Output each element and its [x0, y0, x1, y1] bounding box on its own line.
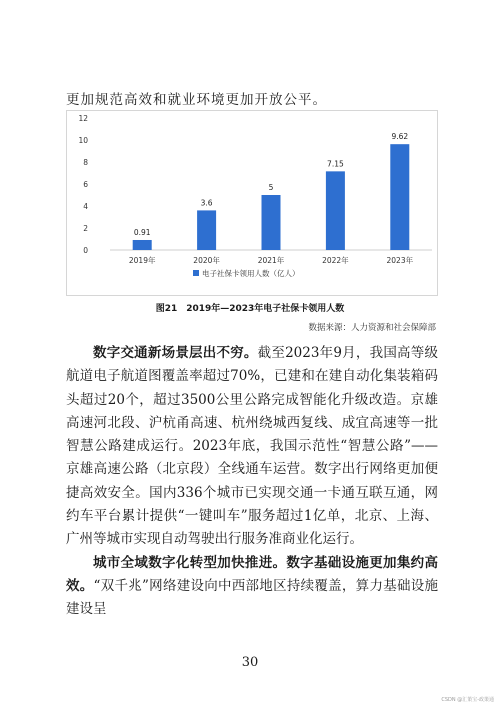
- y-tick-label: 8: [83, 158, 88, 167]
- data-label: 3.6: [200, 198, 213, 208]
- bar-chart: [0, 0, 500, 300]
- paragraph-body: “双千兆”网络建设向中西部地区持续覆盖，算力基础设施建设呈: [66, 577, 439, 618]
- y-tick-label: 10: [78, 136, 88, 145]
- legend-label: 电子社保卡领用人数（亿人）: [202, 269, 300, 278]
- y-tick-label: 0: [83, 246, 88, 255]
- bar-2021年: [262, 195, 281, 250]
- legend-swatch: [193, 270, 199, 276]
- y-tick-label: 2: [83, 224, 88, 233]
- y-tick-label: 12: [78, 114, 88, 123]
- bar-2019年: [133, 240, 152, 250]
- x-tick-label: 2023年: [386, 256, 414, 265]
- data-source: 数据来源：人力资源和社会保障部: [308, 323, 436, 333]
- bar-2020年: [197, 210, 216, 250]
- paragraph-digital-transport: [66, 342, 438, 552]
- x-tick-label: 2022年: [322, 256, 349, 265]
- x-tick-label: 2020年: [193, 256, 220, 265]
- data-label: 5: [268, 183, 274, 192]
- page-number: 30: [241, 655, 259, 670]
- data-label: 9.62: [391, 132, 409, 142]
- data-label: 7.15: [327, 159, 344, 169]
- x-tick-label: 2021年: [257, 256, 285, 265]
- top-text-line: 更加规范高效和就业环境更加开放公平。: [66, 92, 327, 108]
- paragraph-heading: 城市全域数字化转型加快推进。数字基础设施更加集约高效。: [66, 554, 438, 594]
- paragraph-city-digital: [66, 552, 438, 622]
- body-text: [66, 342, 438, 622]
- paragraph-body: 截至2023年9月，我国高等级航道电子航道图覆盖率超过70%，已建和在建自动化集装箱码头超过20个，超过3500公里公路完成智能化升级改造。京雄高速河北段、沪杭甬高速、杭州绕城西复线、成宜高速等一批智慧公路建成运行。2023年底，我国示范性“智慧公路”——京雄高速公路（北京段）全线通车运营。数字出行网络更加便捷高效安全。国内336个城市已实现交通一卡通互联互通，网约车平台累计提供“一键叫车”服务超过1亿单，北京、上海、广州等城市实现自动驾驶出行服务准商业化运行。: [66, 345, 438, 548]
- y-tick-label: 6: [83, 180, 88, 189]
- figure-caption: 图21 2019年—2023年电子社保卡领用人数: [155, 304, 345, 314]
- bar-2023年: [390, 144, 409, 250]
- bar-2022年: [326, 171, 345, 250]
- watermark: CSDN @汇策宝-政策通: [441, 697, 494, 703]
- data-label: 0.91: [133, 227, 151, 237]
- x-tick-label: 2019年: [128, 256, 156, 265]
- paragraph-heading: 数字交通新场景层出不穷。: [93, 345, 258, 361]
- y-tick-label: 4: [83, 202, 88, 211]
